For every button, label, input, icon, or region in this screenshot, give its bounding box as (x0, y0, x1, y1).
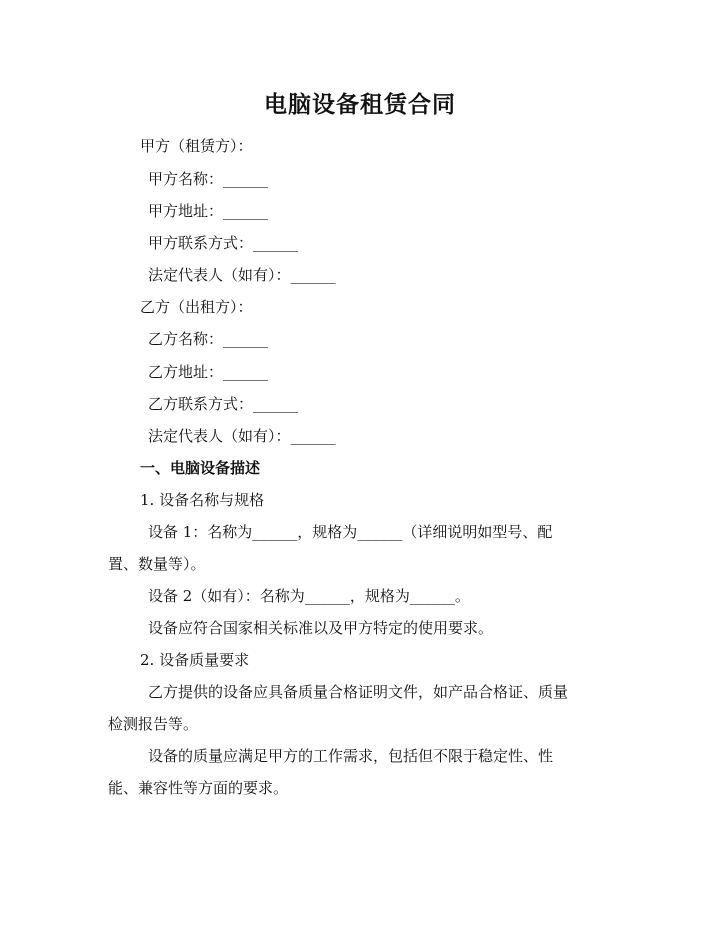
party-a-address: 甲方地址：______ (148, 202, 269, 220)
document-title: 电脑设备租赁合同 (264, 92, 456, 118)
party-a-contact: 甲方联系方式：______ (148, 234, 299, 252)
quality-para-2-line-2: 能、兼容性等方面的要求。 (108, 779, 289, 797)
device-1-line-2: 置、数量等）。 (108, 555, 206, 573)
quality-para-1-line-1: 乙方提供的设备应具备质量合格证明文件，如产品合格证、质量 (148, 683, 569, 701)
quality-para-1-line-2: 检测报告等。 (108, 715, 199, 733)
party-b-header: 乙方（出租方）： (140, 298, 253, 316)
party-a-header: 甲方（租赁方）： (140, 137, 253, 155)
device-1-line-1: 设备 1：名称为______，规格为______（详细说明如型号、配 (148, 523, 553, 541)
party-b-contact: 乙方联系方式：______ (148, 395, 299, 413)
subsection-1-heading: 1. 设备名称与规格 (140, 491, 265, 509)
device-2-line: 设备 2（如有）：名称为______，规格为______。 (148, 587, 470, 605)
party-b-legal-rep: 法定代表人（如有）：______ (148, 427, 336, 445)
party-a-name: 甲方名称：______ (148, 170, 269, 188)
party-a-legal-rep: 法定代表人（如有）：______ (148, 266, 336, 284)
party-b-address: 乙方地址：______ (148, 363, 269, 381)
quality-para-2-line-1: 设备的质量应满足甲方的工作需求，包括但不限于稳定性、性 (148, 747, 554, 765)
standard-requirement: 设备应符合国家相关标准以及甲方特定的使用要求。 (148, 619, 494, 637)
section-1-heading: 一、电脑设备描述 (140, 459, 261, 477)
party-b-name: 乙方名称：______ (148, 330, 269, 348)
subsection-2-heading: 2. 设备质量要求 (140, 651, 250, 669)
